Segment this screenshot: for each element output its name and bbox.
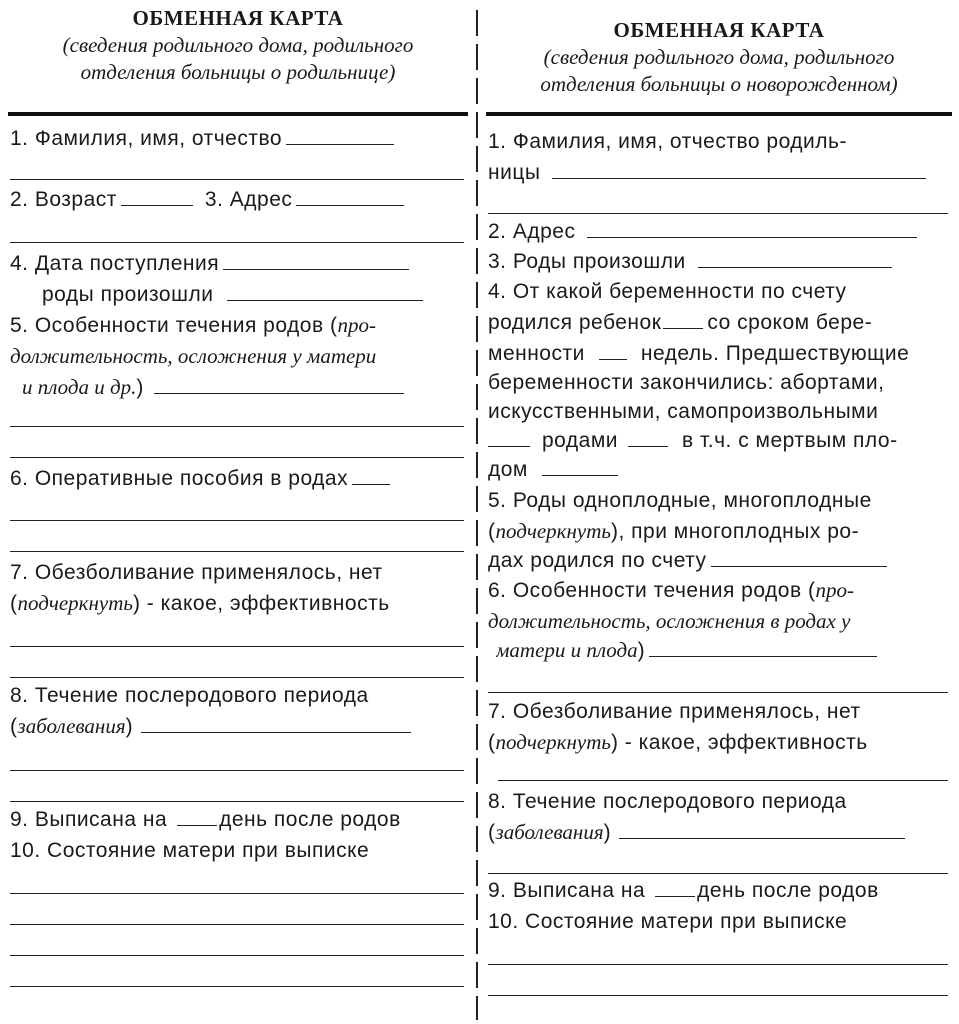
field-birth-happened[interactable]: роды произошли	[42, 279, 470, 310]
blank-line[interactable]	[10, 426, 464, 427]
field-previous-pregnancies-2: искусственными, самопроизвольными	[488, 400, 879, 423]
mother-card-subtitle-2: отделения больницы о родильнице)	[80, 60, 396, 84]
blank-line[interactable]	[10, 986, 464, 987]
blank-gestation-weeks[interactable]	[599, 339, 627, 360]
mother-card-subtitle-1: (сведения родильного дома, родильного	[62, 33, 414, 57]
newborn-card-subtitle-1: (сведения родильного дома, родильного	[543, 45, 895, 69]
blank-line[interactable]	[10, 242, 464, 243]
field-labor-features-2: должительность, осложнения в родах у	[488, 609, 851, 633]
blank-postpartum[interactable]	[141, 712, 411, 733]
newborn-card-header	[484, 4, 954, 98]
field-pregnancy-number: 4. От какой беременности по счету	[488, 280, 847, 303]
field-birth-type-2: (подчеркнуть), при многоплодных ро-	[488, 519, 860, 543]
field-age-address[interactable]: 2. Возраст 3. Адрес	[10, 184, 470, 215]
blank-previous-births[interactable]	[488, 426, 530, 447]
blank-mother-name[interactable]	[552, 158, 926, 179]
blank-line[interactable]	[488, 995, 948, 996]
field-labor-features: 5. Особенности течения родов (про-	[10, 313, 376, 337]
newborn-card-subtitle-2: отделения больницы о новорожденном)	[540, 72, 898, 96]
blank-labor-features[interactable]	[649, 636, 877, 657]
field-labor-features-3[interactable]: матери и плода)	[496, 635, 954, 666]
newborn-card-title: ОБМЕННАЯ КАРТА	[613, 18, 825, 42]
blank-discharge-day[interactable]	[177, 805, 217, 826]
blank-operative-aids[interactable]	[352, 464, 390, 485]
field-operative-aids[interactable]: 6. Оперативные пособия в родах	[10, 463, 470, 494]
blank-address[interactable]	[587, 217, 917, 238]
blank-line[interactable]	[488, 692, 948, 693]
blank-postpartum[interactable]	[619, 818, 905, 839]
blank-pregnancy-number[interactable]	[663, 308, 703, 329]
field-postpartum-2[interactable]: (заболевания)	[10, 711, 470, 742]
field-full-name[interactable]: 1. Фамилия, имя, отчество	[10, 123, 470, 154]
blank-line[interactable]	[10, 551, 464, 552]
field-mother-name-2[interactable]: ницы	[488, 157, 954, 188]
field-pregnancy-number-2[interactable]: родился ребенок со сроком бере-	[488, 307, 954, 338]
mother-card-title: ОБМЕННАЯ КАРТА	[132, 6, 344, 30]
field-labor-features-2: должительность, осложнения у матери	[10, 344, 377, 368]
blank-birth-happened[interactable]	[227, 280, 423, 301]
blank-line[interactable]	[488, 213, 948, 214]
field-anesthesia-2: (подчеркнуть) - какое, эффективность	[10, 591, 390, 615]
field-postpartum: 8. Течение послеродового периода	[488, 790, 847, 813]
column-divider	[476, 10, 478, 1020]
field-stillbirth[interactable]: дом	[488, 454, 954, 485]
blank-discharge-day[interactable]	[655, 876, 695, 897]
field-labor-features-3[interactable]: и плода и др.)	[22, 372, 470, 403]
blank-birth-happened[interactable]	[698, 247, 892, 268]
blank-age[interactable]	[121, 185, 193, 206]
field-previous-births[interactable]: родами в т.ч. с мертвым пло-	[488, 425, 954, 456]
field-discharge-day[interactable]: 9. Выписана на день после родов	[10, 804, 470, 835]
field-previous-pregnancies: беременности закончились: абортами,	[488, 371, 885, 394]
blank-line[interactable]	[10, 677, 464, 678]
field-gestation-weeks[interactable]: менности недель. Предшествующие	[488, 338, 954, 369]
blank-full-name[interactable]	[286, 124, 394, 145]
newborn-card	[484, 0, 954, 1024]
field-anesthesia: 7. Обезболивание применялось, нет	[10, 561, 383, 584]
field-birth-happened[interactable]: 3. Роды произошли	[488, 246, 954, 277]
blank-admission-date[interactable]	[223, 249, 409, 270]
field-labor-features: 6. Особенности течения родов (про-	[488, 578, 854, 602]
mother-card	[6, 0, 470, 1024]
blank-stillbirth[interactable]	[542, 455, 618, 476]
blank-line[interactable]	[488, 873, 948, 874]
blank-line[interactable]	[498, 780, 948, 781]
field-mother-name: 1. Фамилия, имя, отчество родиль-	[488, 130, 847, 153]
blank-line[interactable]	[10, 893, 464, 894]
blank-line[interactable]	[10, 924, 464, 925]
field-anesthesia-2: (подчеркнуть) - какое, эффективность	[488, 730, 868, 754]
blank-line[interactable]	[10, 520, 464, 521]
blank-line[interactable]	[10, 955, 464, 956]
field-discharge-state: 10. Состояние матери при выписке	[488, 910, 848, 933]
blank-line[interactable]	[10, 457, 464, 458]
blank-labor-features[interactable]	[154, 373, 404, 394]
blank-line[interactable]	[10, 801, 464, 802]
mother-card-header	[6, 4, 470, 86]
header-rule	[8, 112, 468, 116]
header-rule	[486, 112, 952, 116]
field-address[interactable]: 2. Адрес	[488, 216, 954, 247]
blank-line[interactable]	[10, 179, 464, 180]
blank-line[interactable]	[488, 964, 948, 965]
blank-address[interactable]	[296, 185, 404, 206]
blank-line[interactable]	[10, 770, 464, 771]
field-postpartum: 8. Течение послеродового периода	[10, 684, 369, 707]
field-admission-date[interactable]: 4. Дата поступления	[10, 248, 470, 279]
blank-line[interactable]	[10, 646, 464, 647]
field-birth-order[interactable]: дах родился по счету	[488, 545, 954, 576]
field-postpartum-2[interactable]: (заболевания)	[488, 817, 954, 848]
field-anesthesia: 7. Обезболивание применялось, нет	[488, 700, 861, 723]
field-birth-type: 5. Роды одноплодные, многоплодные	[488, 489, 872, 512]
field-discharge-state: 10. Состояние матери при выписке	[10, 839, 370, 862]
field-discharge-day[interactable]: 9. Выписана на день после родов	[488, 875, 954, 906]
blank-stillbirths[interactable]	[628, 426, 668, 447]
blank-birth-order[interactable]	[711, 546, 887, 567]
